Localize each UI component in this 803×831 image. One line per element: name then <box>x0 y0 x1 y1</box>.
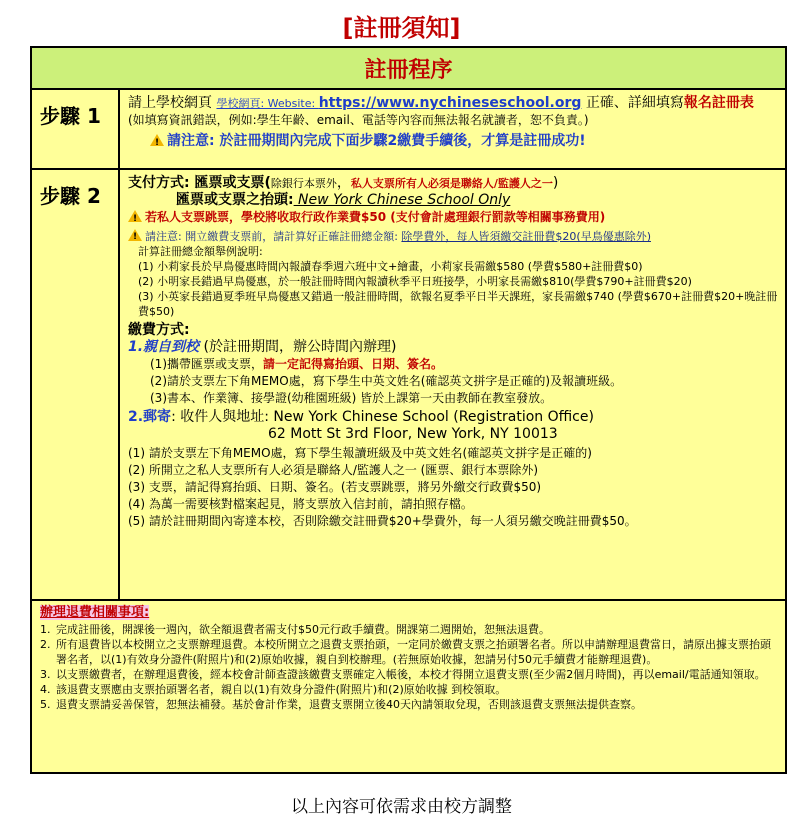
refund-item-text: 以支票繳費者，在辦理退費後，經本校會計師查證該繳費支票確定入帳後，本校才得開立退費支票(至少需2個月時間)，再以email/電話通知領取。 <box>56 668 766 681</box>
step1-row <box>32 90 785 170</box>
example-3: (3) 小英家長錯過夏季班早鳥優惠又錯過一般註冊時間，欲報名夏季平日半天課班，家長需繳$740 (學費$670+註冊費$20+晚註冊費$50) <box>138 290 778 318</box>
in-person-item-2: (2)請於支票左下角MEMO處，寫下學生中英文姓名(確認英文拼字是正確的)及報讀班級。 <box>150 374 623 388</box>
step1-intro: 請上學校網頁 <box>128 95 212 111</box>
mail-item-1: (1) 請於支票左下角MEMO處，寫下學生報讀班級及中英文姓名(確認英文拼字是正確的) <box>128 446 592 460</box>
refund-title: 辦理退費相關事項: <box>40 605 150 620</box>
in-person-title: 1.親自到校 <box>128 339 200 355</box>
refund-item: 1. 完成註冊後，開課後一週內，欲全額退費者需支付$50元行政手續費。開課第二週開始，恕無法退費。 <box>40 623 550 636</box>
in-person-item-1-red: 請一定記得寫抬頭、日期、簽名。 <box>263 357 444 371</box>
step2-label: 步驟 2 <box>32 170 120 599</box>
step2-body: 支付方式: 匯票或支票(除銀行本票外，私人支票所有人必須是聯絡人/監護人之一) 匯票或支票之抬頭: New York Chinese School Only !若私人支票跳票，學校將收取行政作業費$50 (支付會計處理銀行罰款等相關事務費用) !請注意: 開立繳費支票前，請計算好正確註冊總金額: 除學費外，每人皆須繳交註冊費$20(早鳥優惠除外) 計算註冊總金額舉例說明: (1) 小莉家長於早鳥優惠時間內報讀春季週六班中文+繪畫，小莉家長需繳$580 (學費$580+註冊費$0) (2) 小明家長錯過早鳥優惠，於一般註冊時間內報讀秋季平日班接學，小明家長需繳$810(學費$790+註冊費$20) (3) 小英家長錯過夏季班早鳥優惠又錯過一般註冊時間，欲報名夏季平日半天課班，家長需繳$740 (學費$670+註冊費$20+晚註冊費$50) 繳費方式: 1.親自到校 (於註冊期間，辦公時間內辦理) (1)攜帶匯票或支票，請一定記得寫抬頭、日期、簽名。 (2)請於支票左下角MEMO處，寫下學生中英文姓名(確認英文拼字是正確的)及報讀班級。 (3)書本、作業簿、接學證(幼稚園班級) 皆於上課第一天由教師在教室發放。 2.郵寄: 收件人與地址: New York Chinese School (Registration Office) 62 Mott St 3rd Floor, New York, NY 10013 (1) 請於支票左下角MEMO處，寫下學生報讀班級及中英文姓名(確認英文拼字是正確的) (2) 所開立之私人支票所有人必須是聯絡人/監護人之一 (匯票、銀行本票除外) (3) 支票，請記得寫抬頭、日期、簽名。(若支票跳票，將另外繳交行政費$50) (4) 為萬一需要核對檔案起見，將支票放入信封前，請拍照存檔。 (5) 請於註冊期間內寄達本校，否則除繳交註冊費$20+學費外，每一人須另繳交晚註冊費$50。 <box>120 170 785 599</box>
step1-body <box>120 90 785 168</box>
procedure-title: 註冊程序 <box>32 48 785 90</box>
mail-title: 2.郵寄 <box>128 409 172 425</box>
refund-item: 3. 以支票繳費者，在辦理退費後，經本校會計師查證該繳費支票確定入帳後，本校才得開立退費支票(至少需2個月時間)，再以email/電話通知領取。 <box>40 668 766 681</box>
in-person-item-1: (1)攜帶匯票或支票， <box>150 357 263 371</box>
refund-item: 2. 所有退費皆以本校開立之支票辦理退費。本校所開立之退費支票抬頭，一定同於繳費支票之抬頭署名者。所以申請辦理退費當日，請原出據支票抬頭署名者，以(1)有效身分證件(附照片)和(2)原始收據，親自到校辦理。(若無原始收據，恕請另付50元手續費才能辦理退費)。 <box>40 637 777 667</box>
refund-item: 5. 退費支票請妥善保管，恕無法補發。基於會計作業，退費支票開立後40天內請領取兌現，否則該退費支票無法提供查察。 <box>40 698 642 711</box>
mail-addr-label: : 收件人與地址: <box>171 409 274 425</box>
mail-addr-2: 62 Mott St 3rd Floor, New York, NY 10013 <box>268 426 558 442</box>
step1-notice: 請注意: 於註冊期間內完成下面步驟2繳費手續後，才算是註冊成功! <box>167 133 586 149</box>
payee-name: New York Chinese School Only <box>293 192 511 208</box>
step1-label: 步驟 1 <box>32 90 120 168</box>
methods-title: 繳費方式: <box>128 322 190 338</box>
mail-item-5: (5) 請於註冊期間內寄達本校，否則除繳交註冊費$20+學費外，每一人須另繳交晚註冊費$50。 <box>128 514 637 528</box>
pay-method-tail: ) <box>552 175 559 191</box>
example-1: (1) 小莉家長於早鳥優惠時間內報讀春季週六班中文+繪畫，小莉家長需繳$580 (學費$580+註冊費$0) <box>138 260 643 273</box>
warning-icon <box>150 134 164 146</box>
footer-note: 以上內容可依需求由校方調整 <box>291 797 512 817</box>
refund-item-text: 所有退費皆以本校開立之支票辦理退費。本校所開立之退費支票抬頭，一定同於繳費支票之抬頭署名者。所以申請辦理退費當日，請原出據支票抬頭署名者，以(1)有效身分證件(附照片)和(2)原始收據，親自到校辦理。(若無原始收據，恕請另付50元手續費才能辦理退費)。 <box>56 638 771 666</box>
payee-label: 匯票或支票之抬頭: <box>176 192 294 208</box>
mail-addr-1: New York Chinese School (Registration Office) <box>273 409 594 425</box>
mail-item-2: (2) 所開立之私人支票所有人必須是聯絡人/監護人之一 (匯票、銀行本票除外) <box>128 463 539 477</box>
pay-method-red: 私人支票所有人必須是聯絡人/監護人之一 <box>350 177 553 190</box>
refund-section <box>32 601 785 716</box>
in-person-note: (於註冊期間，辦公時間內辦理) <box>199 339 397 355</box>
step1-disclaimer: (如填寫資訊錯誤，例如:學生年齡、email、電話等內容而無法報名就讀者，恕不負責。) <box>128 113 589 127</box>
website-link-label[interactable]: 學校網頁: Website: <box>216 97 319 110</box>
mail-item-4: (4) 為萬一需要核對檔案起見，將支票放入信封前，請拍照存檔。 <box>128 497 473 511</box>
warning-icon <box>128 210 142 222</box>
pay-method-note: 除銀行本票外 <box>270 177 337 190</box>
refund-item-text: 退費支票請妥善保管，恕無法補發。基於會計作業，退費支票開立後40天內請領取兌現，否則該退費支票無法提供查察。 <box>56 698 642 711</box>
example-2: (2) 小明家長錯過早鳥優惠，於一般註冊時間內報讀秋季平日班接學，小明家長需繳$810(學費$790+註冊費$20) <box>138 275 692 288</box>
mail-item-3: (3) 支票，請記得寫抬頭、日期、簽名。(若支票跳票，將另外繳交行政費$50) <box>128 480 542 494</box>
bounce-warning: 若私人支票跳票，學校將收取行政作業費$50 (支付會計處理銀行罰款等相關事務費用) <box>145 210 606 224</box>
example-title: 計算註冊總金額舉例說明: <box>138 245 263 258</box>
pay-method-head: 支付方式: 匯票或支票( <box>128 175 271 191</box>
page-title: [註冊須知] <box>342 14 461 42</box>
refund-item-text: 該退費支票應由支票抬頭署名者，親自以(1)有效身分證件(附照片)和(2)原始收據 到校領取。 <box>56 683 507 696</box>
step1-mid: 正確、詳細填寫 <box>581 95 684 111</box>
website-link[interactable]: https://www.nychineseschool.org <box>318 95 582 111</box>
registration-form-link: 報名註冊表 <box>683 95 754 111</box>
pre-pay-note: 請注意: 開立繳費支票前，請計算好正確註冊總金額: <box>145 230 398 243</box>
pre-pay-note-fee: 除學費外，每人皆須繳交註冊費$20(早鳥優惠除外) <box>401 230 651 243</box>
refund-item: 4. 該退費支票應由支票抬頭署名者，親自以(1)有效身分證件(附照片)和(2)原始收據 到校領取。 <box>40 683 507 696</box>
refund-item-text: 完成註冊後，開課後一週內，欲全額退費者需支付$50元行政手續費。開課第二週開始，恕無法退費。 <box>56 623 550 636</box>
step2-row <box>32 170 785 601</box>
in-person-item-3: (3)書本、作業簿、接學證(幼稚園班級) 皆於上課第一天由教師在教室發放。 <box>150 391 553 405</box>
warning-icon <box>128 229 142 241</box>
registration-table <box>30 46 787 774</box>
